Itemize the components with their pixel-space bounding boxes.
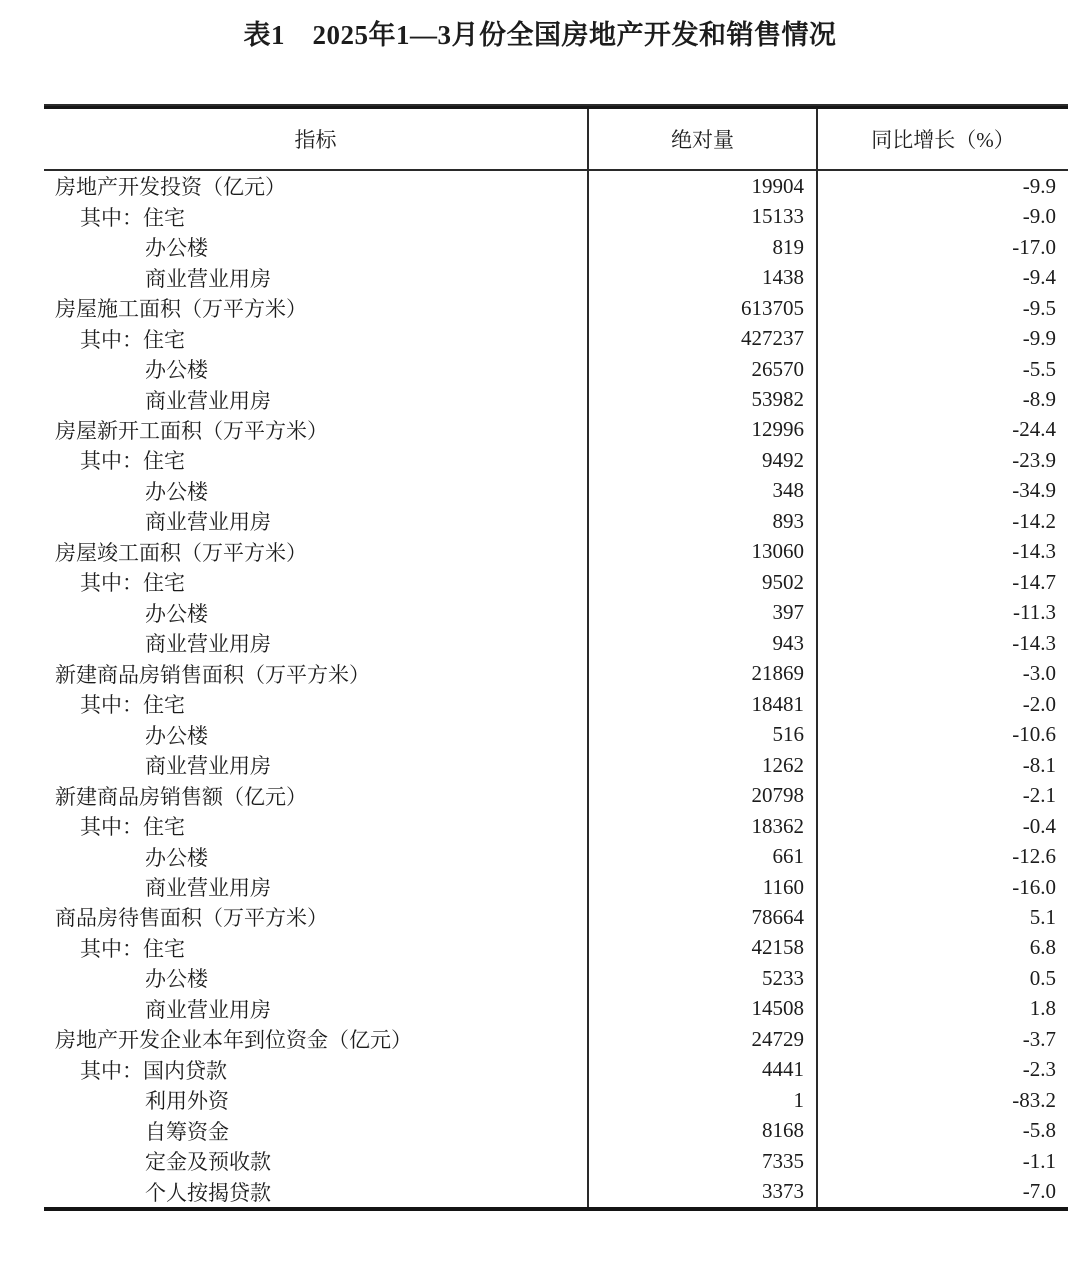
row-yoy-value: -8.1: [1022, 752, 1056, 777]
row-absolute-value: 9492: [589, 445, 818, 475]
row-indicator-label: 其中：住宅: [44, 933, 589, 963]
row-indicator-label: 办公楼: [44, 598, 589, 628]
row-indicator-label: 其中：住宅: [44, 323, 589, 353]
row-indicator-label: 商业营业用房: [44, 506, 589, 536]
row-yoy-value: -24.4: [1012, 417, 1056, 442]
row-yoy-value: 6.8: [1029, 935, 1056, 960]
statistics-table: [44, 104, 1068, 1211]
row-absolute-value: 53982: [589, 384, 818, 414]
row-indicator-label: 商品房待售面积（万平方米）: [44, 902, 589, 932]
row-yoy-value: -17.0: [1012, 234, 1056, 259]
row-yoy-value: -14.3: [1012, 630, 1056, 655]
row-absolute-value: 15133: [589, 201, 818, 231]
row-yoy-value: -14.3: [1012, 539, 1056, 564]
row-yoy-value: -12.6: [1012, 844, 1056, 869]
row-indicator-label: 办公楼: [44, 841, 589, 871]
row-yoy-value: -34.9: [1012, 478, 1056, 503]
row-yoy-value: -23.9: [1012, 447, 1056, 472]
row-absolute-value: 943: [589, 628, 818, 658]
row-absolute-value: 516: [589, 719, 818, 749]
row-yoy-value: -83.2: [1012, 1087, 1056, 1112]
row-indicator-label: 其中：住宅: [44, 201, 589, 231]
row-yoy-value: -5.8: [1022, 1118, 1056, 1143]
row-indicator-label: 商业营业用房: [44, 872, 589, 902]
page-title: 表1 2025年1—3月份全国房地产开发和销售情况: [243, 20, 837, 50]
row-yoy-value: -16.0: [1012, 874, 1056, 899]
row-absolute-value: 26570: [589, 354, 818, 384]
row-indicator-label: 定金及预收款: [44, 1146, 589, 1176]
row-absolute-value: 1262: [589, 750, 818, 780]
row-indicator-label: 其中：住宅: [44, 445, 589, 475]
row-absolute-value: 20798: [589, 780, 818, 810]
row-yoy-value: -7.0: [1022, 1179, 1056, 1204]
row-indicator-label: 新建商品房销售额（亿元）: [44, 780, 589, 810]
row-yoy-value: -5.5: [1022, 356, 1056, 381]
row-indicator-label: 利用外资: [44, 1085, 589, 1115]
row-yoy-value: -9.9: [1022, 173, 1056, 198]
row-absolute-value: 348: [589, 476, 818, 506]
row-yoy-value: -3.0: [1022, 661, 1056, 686]
row-absolute-value: 9502: [589, 567, 818, 597]
row-absolute-value: 613705: [589, 293, 818, 323]
row-absolute-value: 819: [589, 232, 818, 262]
column-header-absolute-value: 绝对量: [589, 109, 818, 169]
table-body: [44, 171, 1068, 1211]
row-absolute-value: 19904: [589, 171, 818, 201]
row-indicator-label: 办公楼: [44, 476, 589, 506]
row-indicator-label: 其中：国内贷款: [44, 1055, 589, 1085]
row-yoy-value: -2.1: [1022, 783, 1056, 808]
row-indicator-label: 商业营业用房: [44, 994, 589, 1024]
row-yoy-value: -2.0: [1022, 691, 1056, 716]
row-yoy-value: -14.2: [1012, 508, 1056, 533]
row-absolute-value: 12996: [589, 415, 818, 445]
row-indicator-label: 商业营业用房: [44, 384, 589, 414]
row-indicator-label: 办公楼: [44, 963, 589, 993]
row-indicator-label: 房屋新开工面积（万平方米）: [44, 415, 589, 445]
row-absolute-value: 18362: [589, 811, 818, 841]
row-absolute-value: 1: [589, 1085, 818, 1115]
row-yoy-value: -9.4: [1022, 265, 1056, 290]
row-indicator-label: 房地产开发企业本年到位资金（亿元）: [44, 1024, 589, 1054]
row-indicator-label: 办公楼: [44, 354, 589, 384]
row-yoy-value: -9.5: [1022, 295, 1056, 320]
row-indicator-label: 其中：住宅: [44, 811, 589, 841]
row-indicator-label: 自筹资金: [44, 1116, 589, 1146]
row-indicator-label: 商业营业用房: [44, 750, 589, 780]
row-absolute-value: 18481: [589, 689, 818, 719]
row-absolute-value: 24729: [589, 1024, 818, 1054]
row-indicator-label: 办公楼: [44, 232, 589, 262]
row-absolute-value: 397: [589, 598, 818, 628]
row-indicator-label: 办公楼: [44, 719, 589, 749]
row-yoy-value: -1.1: [1022, 1148, 1056, 1173]
row-absolute-value: 1438: [589, 262, 818, 292]
row-absolute-value: 427237: [589, 323, 818, 353]
row-indicator-label: 房地产开发投资（亿元）: [44, 171, 589, 201]
row-indicator-label: 新建商品房销售面积（万平方米）: [44, 659, 589, 689]
row-absolute-value: 893: [589, 506, 818, 536]
table-header: [44, 109, 1068, 171]
row-yoy-value: -10.6: [1012, 722, 1056, 747]
column-header-indicator: 指标: [44, 109, 589, 169]
row-indicator-label: 房屋施工面积（万平方米）: [44, 293, 589, 323]
row-absolute-value: 14508: [589, 994, 818, 1024]
row-yoy-value: -14.7: [1012, 569, 1056, 594]
row-yoy-value: 5.1: [1029, 904, 1056, 929]
row-indicator-label: 商业营业用房: [44, 262, 589, 292]
row-indicator-label: 房屋竣工面积（万平方米）: [44, 537, 589, 567]
row-absolute-value: 1160: [589, 872, 818, 902]
row-absolute-value: 4441: [589, 1055, 818, 1085]
row-absolute-value: 8168: [589, 1116, 818, 1146]
row-yoy-value: -2.3: [1022, 1057, 1056, 1082]
row-absolute-value: 661: [589, 841, 818, 871]
row-absolute-value: 5233: [589, 963, 818, 993]
row-absolute-value: 3373: [589, 1176, 818, 1206]
row-absolute-value: 13060: [589, 537, 818, 567]
row-indicator-label: 商业营业用房: [44, 628, 589, 658]
row-yoy-value: -11.3: [1013, 600, 1056, 625]
row-yoy-value: -0.4: [1022, 813, 1056, 838]
row-absolute-value: 42158: [589, 933, 818, 963]
row-indicator-label: 其中：住宅: [44, 567, 589, 597]
row-yoy-value: -3.7: [1022, 1026, 1056, 1051]
row-absolute-value: 78664: [589, 902, 818, 932]
row-yoy-value: -8.9: [1022, 387, 1056, 412]
row-yoy-value: 1.8: [1029, 996, 1056, 1021]
row-indicator-label: 个人按揭贷款: [44, 1176, 589, 1206]
row-indicator-label: 其中：住宅: [44, 689, 589, 719]
row-absolute-value: 7335: [589, 1146, 818, 1176]
column-header-yoy-growth: 同比增长（%）: [871, 128, 1015, 152]
row-absolute-value: 21869: [589, 659, 818, 689]
row-yoy-value: -9.0: [1022, 204, 1056, 229]
row-yoy-value: 0.5: [1029, 965, 1056, 990]
row-yoy-value: -9.9: [1022, 326, 1056, 351]
